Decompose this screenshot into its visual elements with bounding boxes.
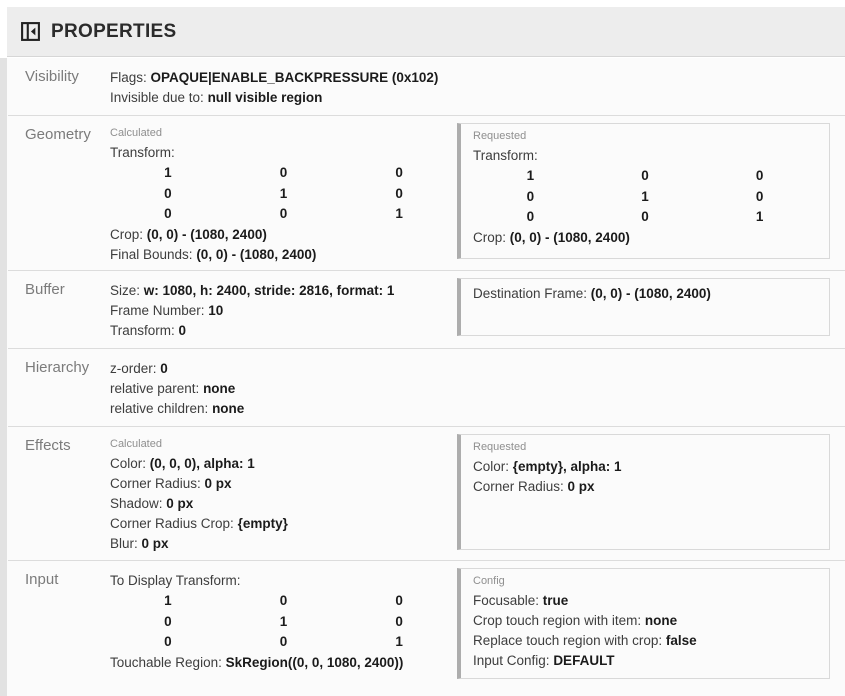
requested-caption: Requested — [473, 130, 527, 142]
matrix-cell: 0 — [279, 634, 288, 649]
matrix-cell: 0 — [641, 168, 649, 183]
transform-matrix-row — [110, 591, 457, 612]
section-visibility — [8, 58, 845, 116]
transform-label: Transform: — [473, 148, 538, 163]
relative-children-line: relative children: none — [110, 401, 245, 416]
section-label-input: Input — [25, 571, 59, 588]
focusable-line: Focusable: true — [473, 593, 569, 608]
transform-matrix-row — [110, 612, 457, 633]
matrix-cell: 0 — [395, 185, 403, 201]
matrix-cell: 0 — [279, 593, 288, 608]
matrix-cell: 1 — [755, 209, 764, 224]
geometry-requested-box — [457, 123, 830, 259]
calculated-caption: Calculated — [110, 127, 162, 139]
transform-matrix-row — [473, 166, 817, 187]
effects-calculated-group — [110, 437, 457, 554]
input-config-line: Input Config: DEFAULT — [473, 653, 615, 668]
matrix-cell: 1 — [395, 206, 403, 221]
matrix-cell: 0 — [641, 209, 649, 224]
transform-matrix-row — [473, 187, 817, 208]
matrix-cell: 0 — [395, 593, 403, 608]
matrix-cell: 0 — [395, 165, 403, 180]
replace-touch-region-line: Replace touch region with crop: false — [473, 633, 697, 648]
matrix-cell: 1 — [279, 613, 288, 629]
page-title: PROPERTIES — [51, 20, 177, 42]
matrix-cell: 1 — [279, 185, 288, 201]
section-label-hierarchy: Hierarchy — [25, 359, 90, 376]
section-label-buffer: Buffer — [25, 281, 65, 298]
corner-radius-crop-line: Corner Radius Crop: {empty} — [110, 516, 288, 531]
relative-parent-line: relative parent: none — [110, 381, 236, 396]
color-line: Color: {empty}, alpha: 1 — [473, 459, 622, 474]
matrix-cell: 0 — [279, 206, 288, 221]
section-hierarchy — [8, 349, 845, 427]
matrix-cell: 0 — [164, 206, 172, 221]
frame-number-line: Frame Number: 10 — [110, 303, 224, 318]
matrix-cell: 0 — [164, 634, 172, 649]
transform-matrix-row — [110, 163, 457, 184]
config-caption: Config — [473, 575, 505, 587]
input-config-box — [457, 568, 830, 679]
effects-requested-box — [457, 434, 830, 550]
invisible-due-to-line: Invisible due to: null visible region — [110, 90, 323, 105]
section-label-visibility: Visibility — [25, 68, 79, 85]
flags-line: Flags: OPAQUE|ENABLE_BACKPRESSURE (0x102) — [110, 70, 439, 85]
shadow-line: Shadow: 0 px — [110, 496, 194, 511]
calculated-caption: Calculated — [110, 438, 162, 450]
transform-matrix-row — [110, 184, 457, 205]
matrix-cell: 1 — [641, 188, 649, 204]
final-bounds-line: Final Bounds: (0, 0) - (1080, 2400) — [110, 246, 317, 262]
buffer-transform-line: Transform: 0 — [110, 323, 187, 338]
transform-matrix-row — [110, 632, 457, 653]
collapse-panel-icon — [20, 21, 41, 42]
section-label-effects: Effects — [25, 437, 71, 454]
matrix-cell: 0 — [755, 168, 764, 183]
destination-frame-line: Destination Frame: (0, 0) - (1080, 2400) — [473, 286, 711, 301]
matrix-cell: 0 — [395, 613, 403, 629]
matrix-cell: 1 — [164, 165, 172, 180]
input-transform-group — [110, 571, 457, 673]
matrix-cell: 1 — [395, 634, 403, 649]
properties-header — [7, 7, 845, 57]
transform-matrix-row — [473, 207, 817, 228]
geometry-calculated-group — [110, 126, 457, 265]
matrix-cell: 0 — [164, 613, 172, 629]
crop-line: Crop: (0, 0) - (1080, 2400) — [110, 226, 267, 242]
left-gutter — [0, 58, 7, 696]
collapse-panel-button[interactable] — [18, 20, 42, 44]
destination-frame-box — [457, 278, 830, 336]
z-order-line: z-order: 0 — [110, 361, 168, 376]
touchable-region-line: Touchable Region: SkRegion((0, 0, 1080, 2400)) — [110, 654, 404, 670]
matrix-cell: 1 — [526, 168, 535, 183]
properties-content — [8, 58, 845, 696]
matrix-cell: 0 — [164, 185, 172, 201]
matrix-cell: 0 — [279, 165, 288, 180]
transform-matrix-row — [110, 204, 457, 225]
section-input — [8, 561, 845, 692]
matrix-cell: 0 — [526, 209, 535, 224]
matrix-cell: 1 — [164, 593, 172, 608]
section-geometry — [8, 116, 845, 271]
section-effects — [8, 427, 845, 561]
crop-line: Crop: (0, 0) - (1080, 2400) — [473, 229, 630, 245]
section-buffer — [8, 271, 845, 349]
to-display-transform-label: To Display Transform: — [110, 573, 241, 588]
section-label-geometry: Geometry — [25, 126, 91, 143]
requested-caption: Requested — [473, 441, 527, 453]
matrix-cell: 0 — [526, 188, 535, 204]
buffer-size-line: Size: w: 1080, h: 2400, stride: 2816, format: 1 — [110, 283, 395, 298]
color-line: Color: (0, 0, 0), alpha: 1 — [110, 456, 255, 471]
transform-label: Transform: — [110, 145, 175, 160]
crop-touch-region-line: Crop touch region with item: none — [473, 613, 678, 628]
properties-panel — [0, 58, 845, 696]
corner-radius-line: Corner Radius: 0 px — [473, 479, 595, 494]
matrix-cell: 0 — [755, 188, 764, 204]
corner-radius-line: Corner Radius: 0 px — [110, 476, 232, 491]
blur-line: Blur: 0 px — [110, 536, 169, 551]
